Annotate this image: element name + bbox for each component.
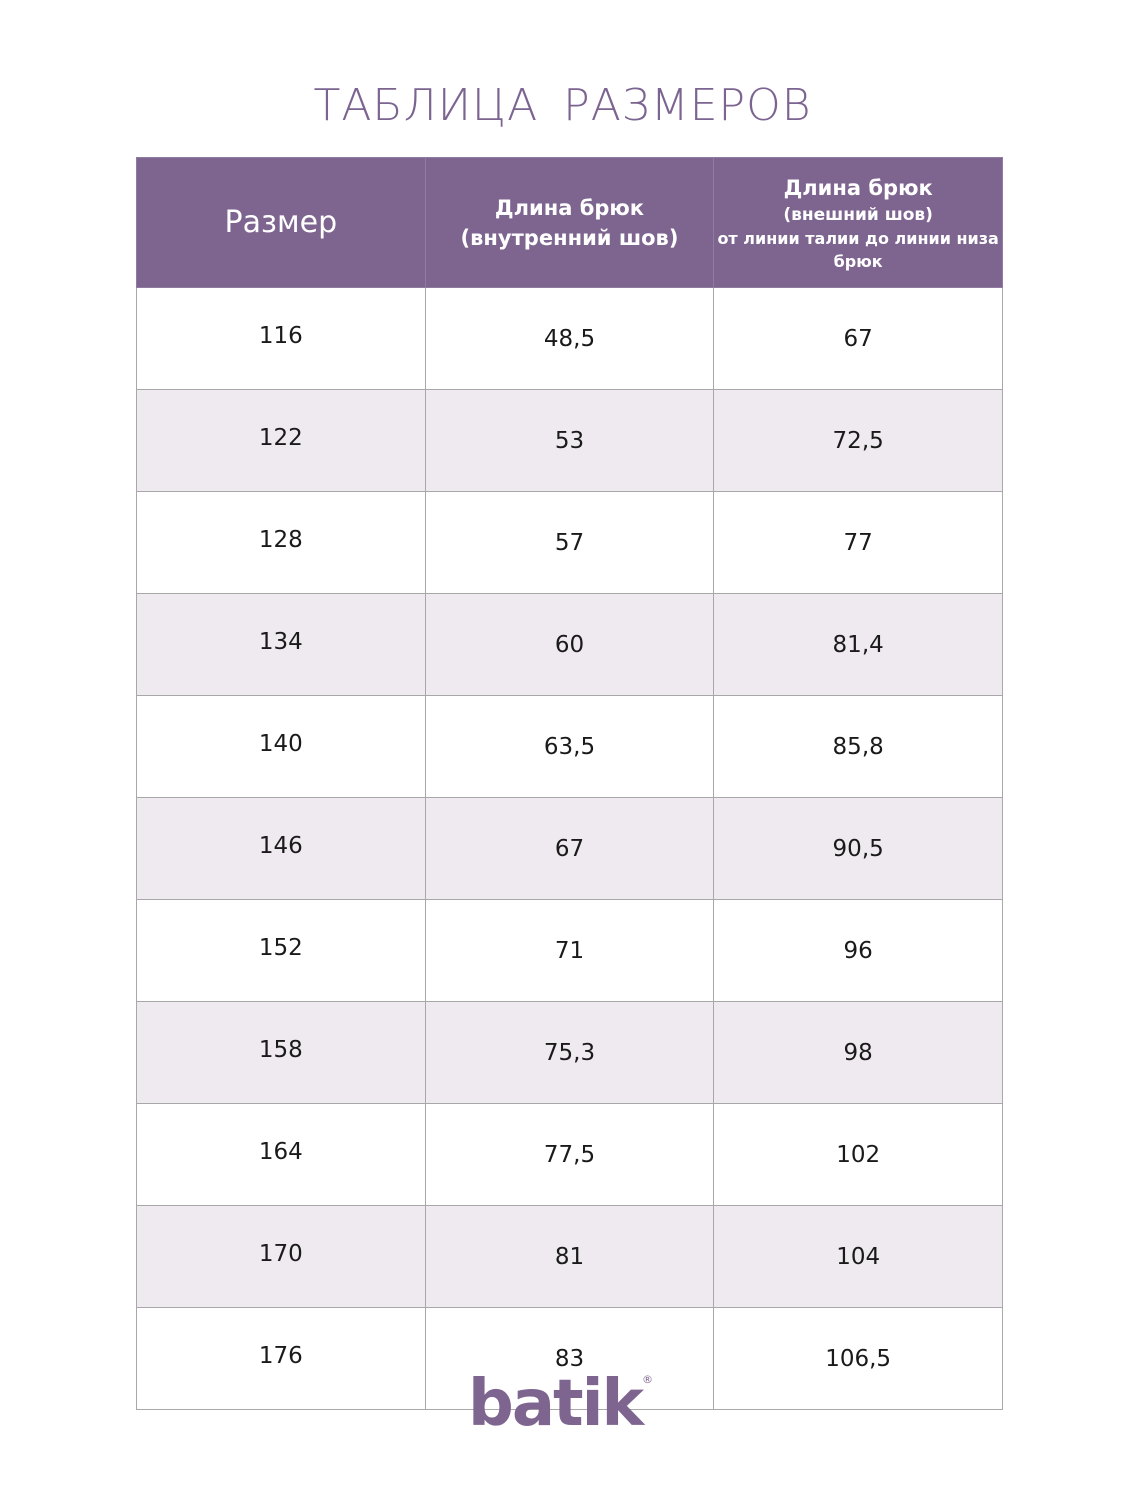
cell-size: 146 <box>137 798 426 900</box>
table-row <box>137 900 1003 1002</box>
size-table <box>136 157 1003 1410</box>
cell-outer-length: 98 <box>714 1002 1003 1104</box>
cell-size: 134 <box>137 594 426 696</box>
cell-outer-length: 90,5 <box>714 798 1003 900</box>
table-row <box>137 1206 1003 1308</box>
header-inner-subtitle: (внутренний шов) <box>460 225 679 250</box>
table-row <box>137 1104 1003 1206</box>
page-title: ТАБЛИЦА РАЗМЕРОВ <box>313 80 812 131</box>
cell-inner-length: 77,5 <box>425 1104 714 1206</box>
cell-outer-length: 85,8 <box>714 696 1003 798</box>
header-size: Размер <box>137 158 426 288</box>
cell-outer-length: 81,4 <box>714 594 1003 696</box>
cell-inner-length: 48,5 <box>425 288 714 390</box>
registered-mark-icon: ® <box>641 1373 653 1386</box>
cell-size: 158 <box>137 1002 426 1104</box>
batik-logo <box>0 1365 1125 1449</box>
cell-inner-length: 67 <box>425 798 714 900</box>
table-row <box>137 1002 1003 1104</box>
cell-inner-length: 71 <box>425 900 714 1002</box>
cell-inner-length: 75,3 <box>425 1002 714 1104</box>
table-header-row <box>137 158 1003 288</box>
table-row <box>137 696 1003 798</box>
cell-inner-length: 83 <box>425 1308 714 1410</box>
cell-outer-length: 102 <box>714 1104 1003 1206</box>
cell-outer-length: 72,5 <box>714 390 1003 492</box>
table-row <box>137 798 1003 900</box>
cell-size: 116 <box>137 288 426 390</box>
cell-outer-length: 96 <box>714 900 1003 1002</box>
cell-outer-length: 67 <box>714 288 1003 390</box>
table-row <box>137 492 1003 594</box>
header-inner-length <box>425 158 714 288</box>
cell-outer-length: 77 <box>714 492 1003 594</box>
header-outer-length <box>714 158 1003 288</box>
header-outer-note-end: брюк <box>833 251 883 271</box>
cell-inner-length: 81 <box>425 1206 714 1308</box>
header-inner-title: Длина брюк <box>494 195 645 220</box>
cell-size: 122 <box>137 390 426 492</box>
cell-size: 140 <box>137 696 426 798</box>
cell-size: 170 <box>137 1206 426 1308</box>
cell-size: 152 <box>137 900 426 1002</box>
cell-inner-length: 63,5 <box>425 696 714 798</box>
cell-size: 176 <box>137 1308 426 1410</box>
batik-logo-graphic <box>468 1365 658 1445</box>
cell-outer-length: 104 <box>714 1206 1003 1308</box>
table-row <box>137 390 1003 492</box>
table-row <box>137 288 1003 390</box>
logo-wordmark: batik <box>467 1367 642 1441</box>
cell-inner-length: 57 <box>425 492 714 594</box>
table-row <box>137 594 1003 696</box>
cell-inner-length: 60 <box>425 594 714 696</box>
header-outer-subtitle: (внешний шов) <box>783 204 933 225</box>
cell-outer-length: 106,5 <box>714 1308 1003 1410</box>
cell-inner-length: 53 <box>425 390 714 492</box>
header-outer-title: Длина брюк <box>783 175 933 200</box>
cell-size: 128 <box>137 492 426 594</box>
cell-size: 164 <box>137 1104 426 1206</box>
header-outer-note: от линии талии до линии низа <box>717 228 999 248</box>
